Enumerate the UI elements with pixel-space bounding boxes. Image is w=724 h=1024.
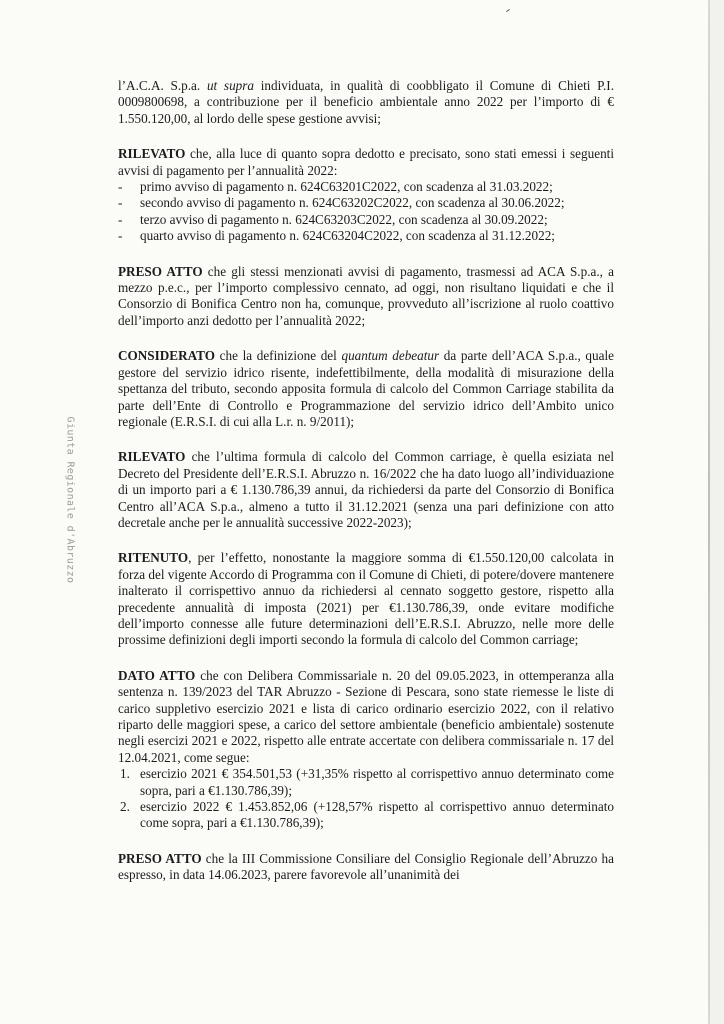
paragraph-intro: l’A.C.A. S.p.a. ut supra individuata, in qualità di coobbligato il Comune di Chieti P.I. 0009800698, a contribuzione per il beneficio ambientale anno 2022 per l’importo di € 1.550.120,00, al lordo delle spese gestione avvisi; [118, 78, 614, 126]
keyword: DATO ATTO [118, 667, 196, 683]
list-item: - terzo avviso di pagamento n. 624C63203C2022, con scadenza al 30.09.2022; [118, 211, 548, 227]
paragraph-rilevato-formula: RILEVATO che l’ultima formula di calcolo del Common carriage, è quella esiziata nel Decreto del Presidente dell’E.R.S.I. Abruzzo n. 16/2022 che ha dato luogo all’individuazione di un importo pari a € 1.130.786,39 annui, da richiedersi da parte del Consorzio di Bonifica Centro all’ACA S.p.a., almeno a tutto il 31.12.2021 (senza una pari definizione con atto decretale anche per le annualità successive 2022-2023); [118, 449, 614, 530]
list-item: 2. esercizio 2022 € 1.453.852,06 (+128,57% rispetto al corrispettivo annuo determinato come sopra, pari a €1.130.786,39); [120, 799, 614, 831]
side-watermark: Giunta Regionale d'Abruzzo [64, 416, 76, 584]
paragraph-considerato: CONSIDERATO che la definizione del quantum debeatur da parte dell’ACA S.p.a., quale gestore del servizio idrico risente, indefettibilmente, della modalità di misurazione della spettanza del tributo, secondo apposita formula di calcolo del Common Carriage stabilita da parte dell’Ente di Controllo e Programmazione del servizio idrico dell’Ambito unico regionale (E.R.S.I. di cui alla L.r. n. 9/2011); [118, 348, 614, 429]
paragraph-preso-atto-1: PRESO ATTO che gli stessi menzionati avvisi di pagamento, trasmessi ad ACA S.p.a., a mezzo p.e.c., per l’importo complessivo cennato, ad oggi, non risultano liquidati e che il Consorzio di Bonifica Centro non ha, comunque, provveduto all’iscrizione al ruolo coattivo dell’importo anzi dedotto per l’annualità 2022; [118, 263, 614, 328]
paragraph-dato-atto: DATO ATTO che con Delibera Commissariale n. 20 del 09.05.2023, in ottemperanza alla sentenza n. 139/2023 del TAR Abruzzo - Sezione di Pescara, sono state riemesse le liste di carico suppletivo esercizio 2021 e lista di carico ordinario esercizio 2022, con il relativo riparto delle maggiori spese, a carico del settore ambientale (beneficio ambientale) sostenute negli esercizi 2021 e 2022, rispetto alle entrate accertate con delibera commissariale n. 17 del 12.04.2021, come segue: 1. esercizio 2021 € 354.501,53 (+31,35% rispetto al corrispettivo annuo determinato come sopra, pari a €1.130.786,39); 2. esercizio 2022 € 1.453.852,06 (+128,57% rispetto al corrispettivo annuo determinato come sopra, pari a €1.130.786,39); [118, 667, 615, 831]
paragraph-preso-atto-2: PRESO ATTO che la III Commissione Consiliare del Consiglio Regionale dell’Abruzzo ha espresso, in data 14.06.2023, parere favorevole all’unanimità dei [118, 850, 614, 883]
exercise-list [118, 766, 614, 832]
keyword: RILEVATO [118, 449, 186, 465]
list-item: - quarto avviso di pagamento n. 624C63204C2022, con scadenza al 31.12.2022; [118, 228, 555, 244]
keyword: CONSIDERATO [118, 348, 215, 364]
list-item: - secondo avviso di pagamento n. 624C63202C2022, con scadenza al 30.06.2022; [118, 195, 565, 211]
payment-notice-list [118, 179, 614, 245]
document-body [118, 78, 614, 903]
keyword: RILEVATO [118, 146, 186, 162]
list-item: - primo avviso di pagamento n. 624C63201C2022, con scadenza al 31.03.2022; [118, 179, 553, 195]
scan-speck [506, 9, 510, 12]
keyword: RITENUTO [118, 550, 189, 566]
keyword: PRESO ATTO [118, 850, 202, 866]
list-item: 1. esercizio 2021 € 354.501,53 (+31,35% rispetto al corrispettivo annuo determinato come sopra, pari a €1.130.786,39); [120, 766, 614, 798]
keyword: PRESO ATTO [118, 263, 203, 279]
paragraph-rilevato-avvisi: RILEVATO che, alla luce di quanto sopra dedotto e precisato, sono stati emessi i seguenti avvisi di pagamento per l’annualità 2022: - primo avviso di pagamento n. 624C63201C2022, con scadenza al 31.03.2022; - secondo avviso di pagamento n. 624C63202C2022, con scadenza al 30.06.2022; - terzo avviso di pagamento n. 624C63203C2022, con scadenza al 30.09.2022; - quarto avviso di pagamento n. 624C63204C2022, con scadenza al 31.12.2022; [118, 146, 614, 244]
page-edge-line [708, 0, 710, 1024]
paragraph-ritenuto: RITENUTO, per l’effetto, nonostante la maggiore somma di €1.550.120,00 calcolata in forza del vigente Accordo di Programma con il Comune di Chieti, di potere/dovere mantenere inalterato il corrispettivo annuo da richiedersi al cennato soggetto gestore, rispetto alla precedente annualità di imposta (2021) per €1.130.786,39, onde evitare modifiche dell’importo connesse alle future determinazioni dell’E.R.S.I. Abruzzo, nelle more delle prossime definizioni degli importi secondo la formula di calcolo del Common carriage; [118, 550, 614, 648]
page-edge-shadow [710, 0, 724, 1024]
